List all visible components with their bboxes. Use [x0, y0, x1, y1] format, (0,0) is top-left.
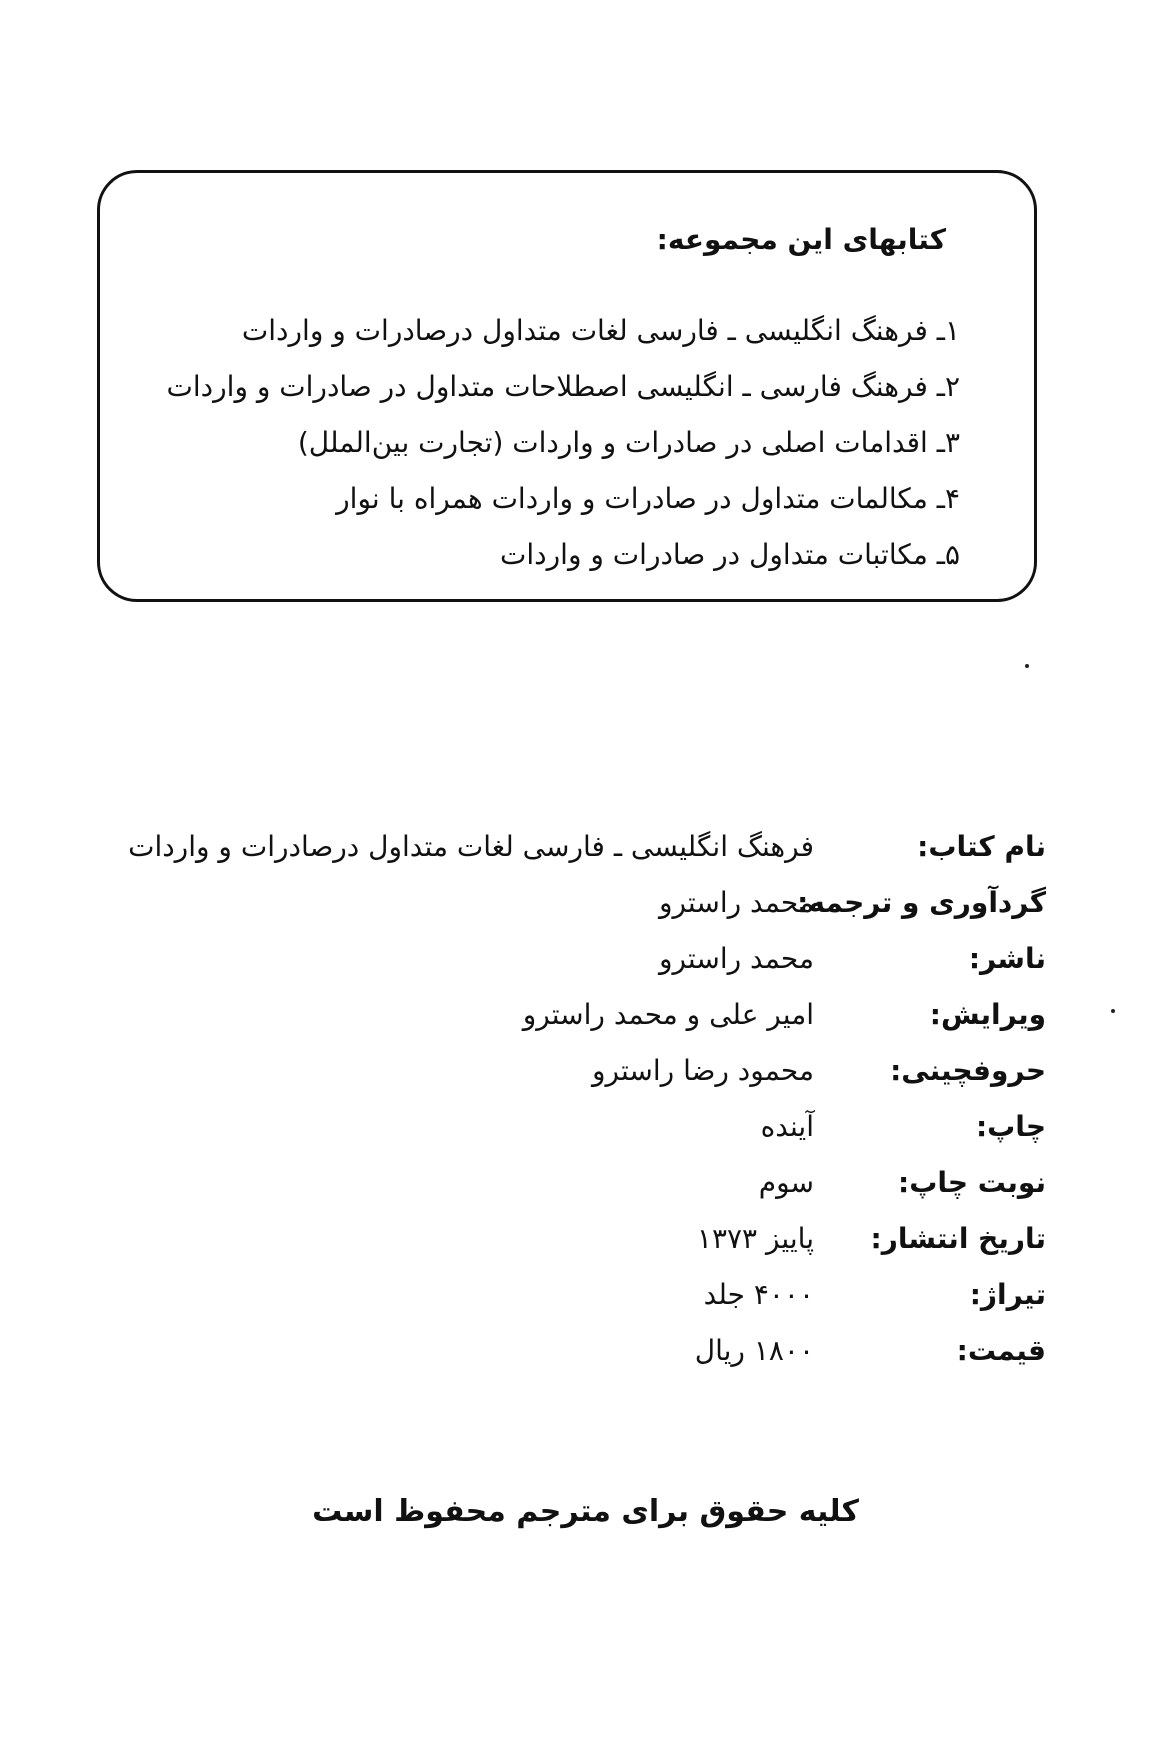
colophon-label: حروفچینی:	[890, 1054, 1046, 1087]
colophon	[16, 830, 1046, 1390]
colophon-label: گردآوری و ترجمه:	[797, 886, 1046, 919]
colophon-label: ویرایش:	[929, 998, 1046, 1031]
series-title: کتابهای این مجموعه:	[656, 223, 946, 256]
speck-mark	[1025, 664, 1029, 668]
colophon-value: محمد راسترو	[658, 942, 814, 975]
series-item: ۵ـ مکاتبات متداول در صادرات و واردات	[500, 538, 960, 571]
colophon-row-editing	[16, 998, 1046, 1054]
colophon-label: ناشر:	[968, 942, 1046, 975]
colophon-label: نوبت چاپ:	[898, 1166, 1046, 1199]
colophon-row-date	[16, 1222, 1046, 1278]
colophon-value: ۱۸۰۰ ریال	[694, 1334, 814, 1367]
colophon-value: محمد راسترو	[658, 886, 814, 919]
colophon-value: پاییز ۱۳۷۳	[696, 1222, 814, 1255]
series-item: ۳ـ اقدامات اصلی در صادرات و واردات (تجارت بین‌الملل)	[297, 426, 960, 459]
colophon-value: آینده	[760, 1110, 814, 1143]
colophon-label: تاریخ انتشار:	[870, 1222, 1046, 1255]
series-item: ۲ـ فرهنگ فارسی ـ انگلیسی اصطلاحات متداول در صادرات و واردات	[166, 370, 960, 403]
colophon-row-printing	[16, 1110, 1046, 1166]
colophon-label: قیمت:	[956, 1334, 1046, 1367]
colophon-row-price	[16, 1334, 1046, 1390]
colophon-row-print-run	[16, 1278, 1046, 1334]
colophon-value: ۴۰۰۰ جلد	[703, 1278, 814, 1311]
colophon-row-title	[16, 830, 1046, 886]
colophon-label: نام کتاب:	[917, 830, 1046, 863]
speck-mark	[1111, 1009, 1115, 1013]
copyright-notice: کلیه حقوق برای مترجم محفوظ است	[312, 1494, 859, 1529]
series-item: ۱ـ فرهنگ انگلیسی ـ فارسی لغات متداول درصادرات و واردات	[241, 314, 960, 347]
colophon-value: سوم	[758, 1166, 814, 1199]
series-item: ۴ـ مکالمات متداول در صادرات و واردات همراه با نوار	[336, 482, 960, 515]
colophon-row-compiler	[16, 886, 1046, 942]
colophon-value: محمود رضا راسترو	[591, 1054, 814, 1087]
colophon-value: فرهنگ انگلیسی ـ فارسی لغات متداول درصادرات و واردات	[128, 830, 814, 863]
series-books-box	[97, 170, 1037, 602]
colophon-label: چاپ:	[975, 1110, 1046, 1143]
series-list	[167, 303, 960, 583]
colophon-row-typesetting	[16, 1054, 1046, 1110]
colophon-row-edition	[16, 1166, 1046, 1222]
colophon-label: تیراژ:	[969, 1278, 1046, 1311]
colophon-row-publisher	[16, 942, 1046, 998]
colophon-value: امیر علی و محمد راسترو	[522, 998, 814, 1031]
